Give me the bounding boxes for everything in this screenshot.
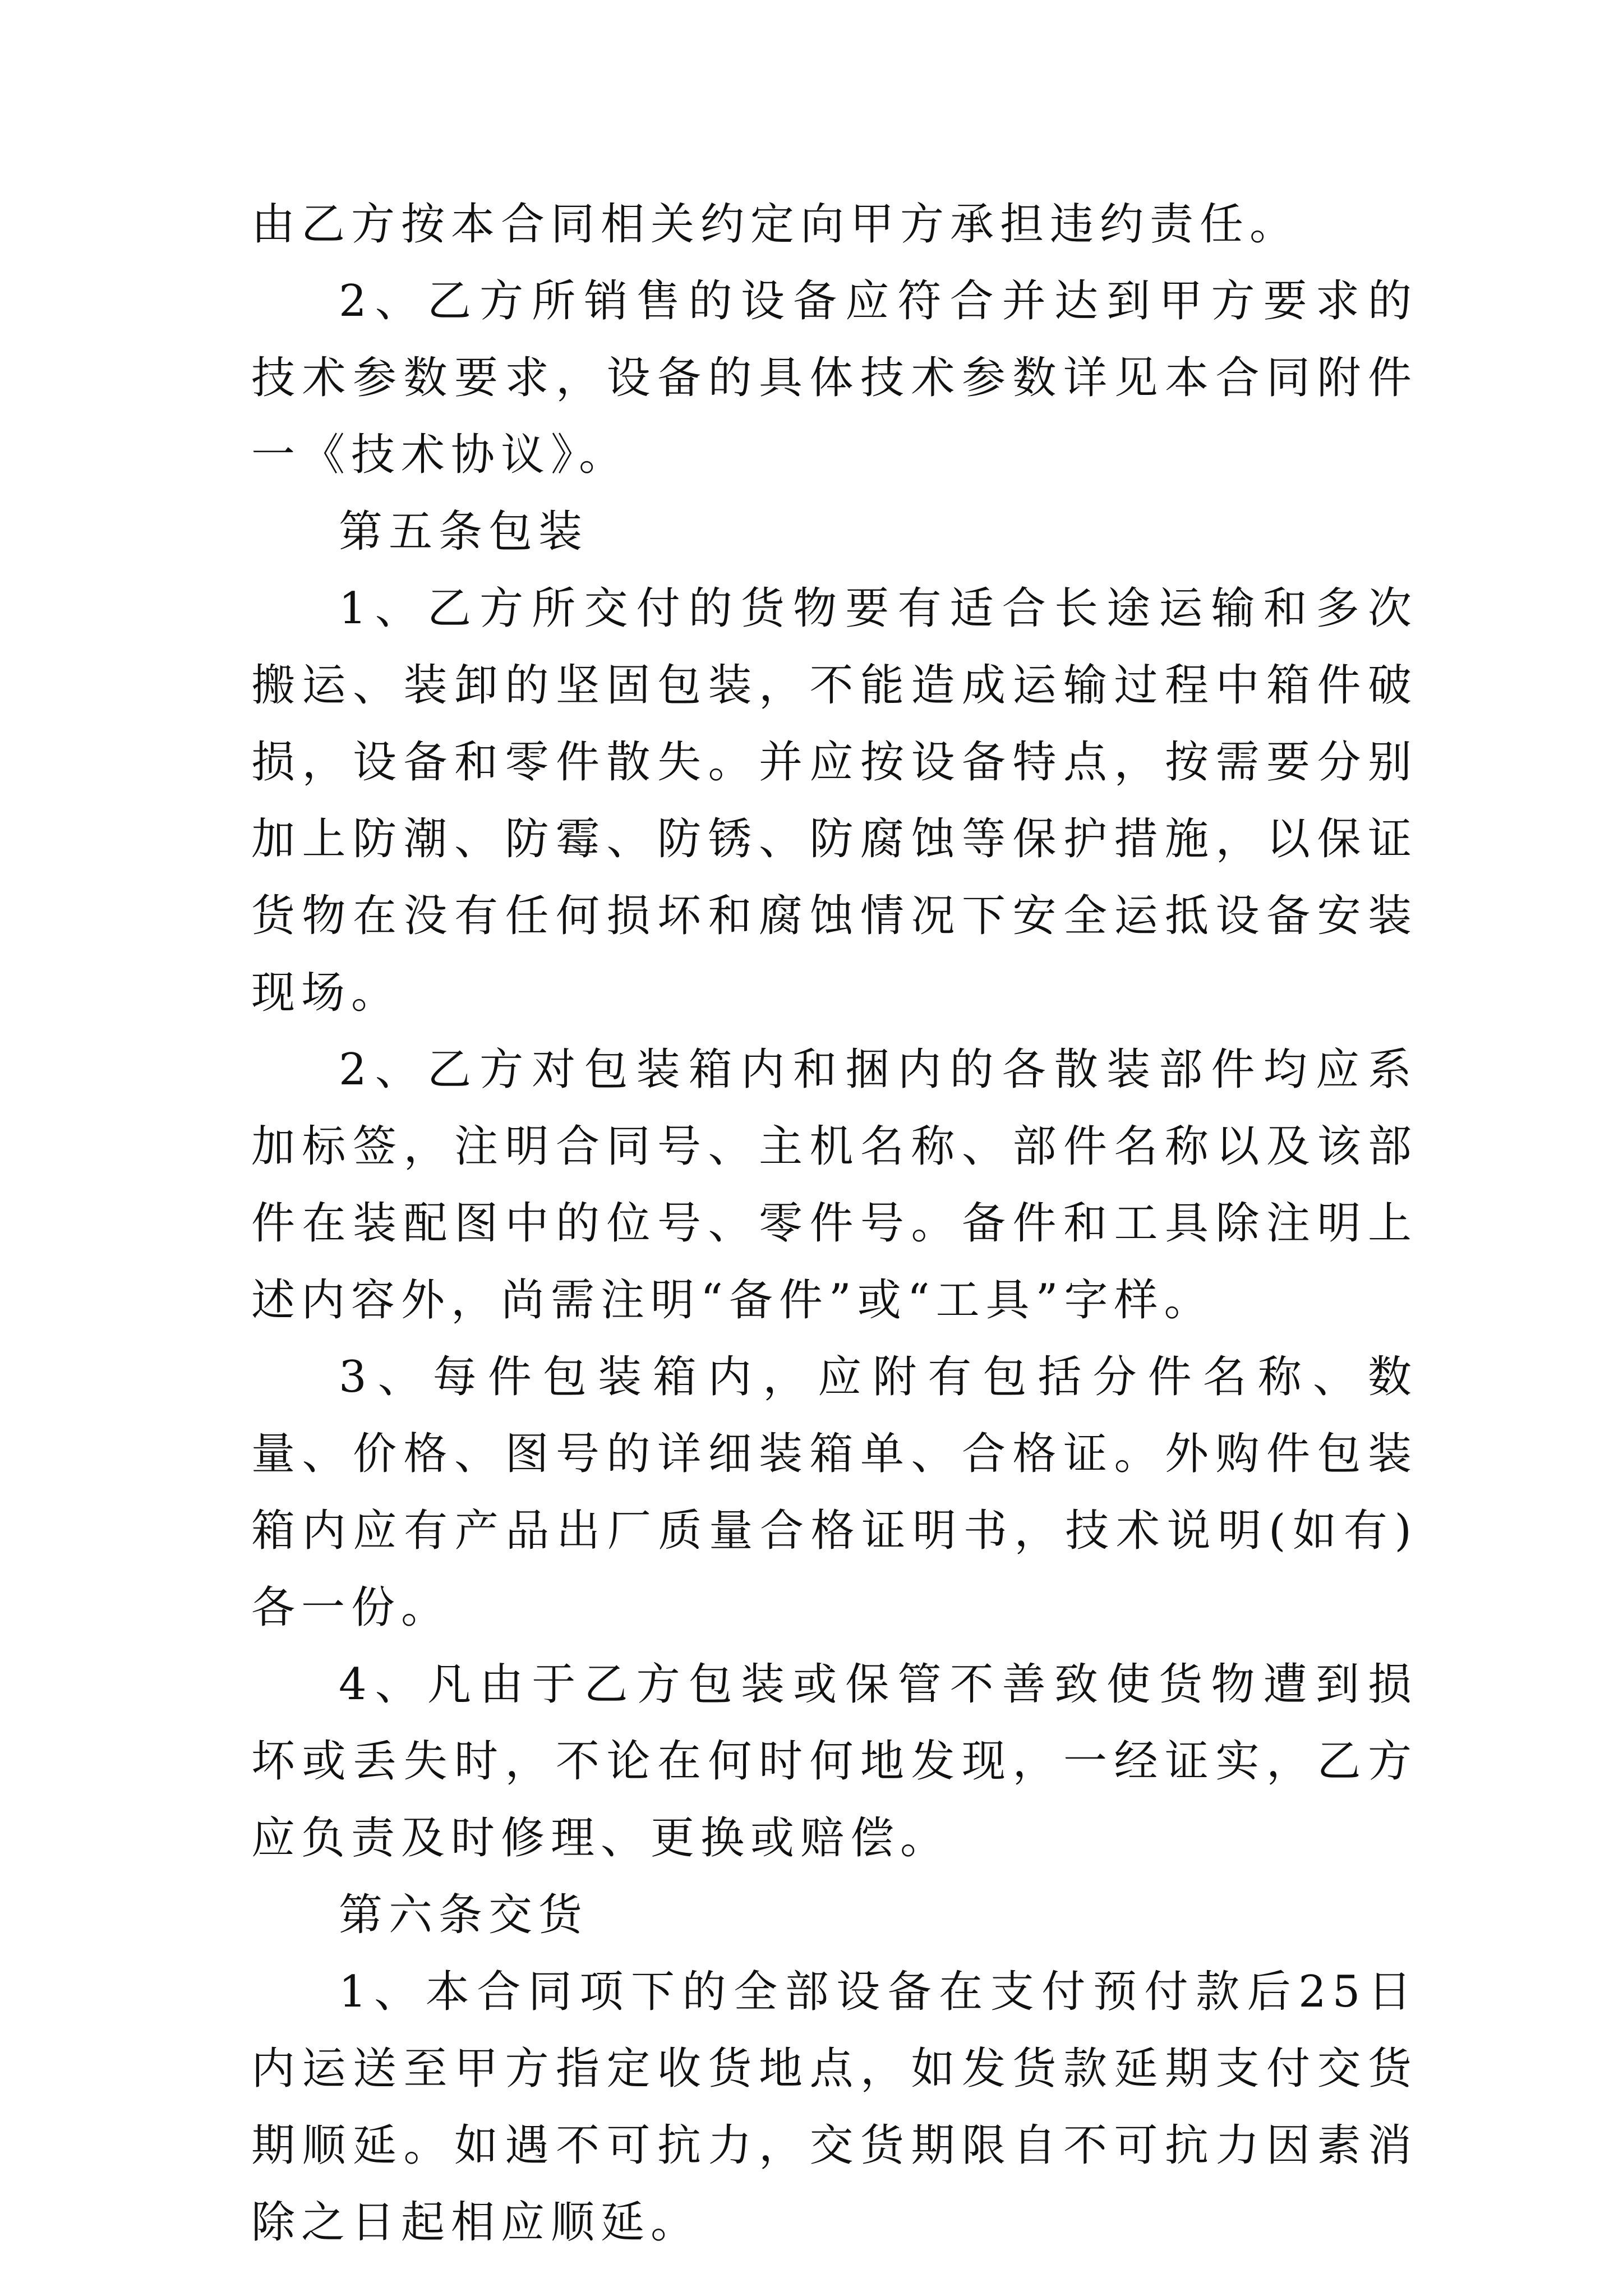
paragraph-article-4-item-2: 2、乙方所销售的设备应符合并达到甲方要求的技术参数要求，设备的具体技术参数详见本合同附件一《技术协议》。 <box>251 276 1418 480</box>
paragraph-article-5-item-2: 2、乙方对包装箱内和捆内的各散装部件均应系加标签，注明合同号、主机名称、部件名称以及该部件在装配图中的位号、零件号。备件和工具除注明上述内容外，尚需注明“备件”或“工具”字样。 <box>251 1045 1418 1326</box>
paragraph-continuation: 由乙方按本合同相关约定向甲方承担违约责任。 <box>251 199 1300 250</box>
paragraph-article-5-item-4: 4、凡由于乙方包装或保管不善致使货物遭到损坏或丢失时，不论在何时何地发现，一经证实，乙方应负责及时修理、更换或赔偿。 <box>251 1659 1418 1864</box>
paragraph-article-6-item-1: 1、本合同项下的全部设备在支付预付款后25日内运送至甲方指定收货地点，如发货款延期支付交货期顺延。如遇不可抗力，交货期限自不可抗力因素消除之日起相应顺延。 <box>251 1967 1418 2248</box>
document-body <box>251 186 1418 2261</box>
article-5-heading: 第五条包装 <box>339 507 589 557</box>
paragraph-article-5-item-3: 3、每件包装箱内，应附有包括分件名称、数量、价格、图号的详细装箱单、合格证。外购件包装箱内应有产品出厂质量合格证明书，技术说明(如有)各一份。 <box>251 1352 1418 1633</box>
article-6-heading: 第六条交货 <box>339 1890 589 1940</box>
paragraph-article-5-item-1: 1、乙方所交付的货物要有适合长途运输和多次搬运、装卸的坚固包装，不能造成运输过程中箱件破损，设备和零件散失。并应按设备特点，按需要分别加上防潮、防霉、防锈、防腐蚀等保护措施，以保证货物在没有任何损坏和腐蚀情况下安全运抵设备安装现场。 <box>251 583 1418 1018</box>
